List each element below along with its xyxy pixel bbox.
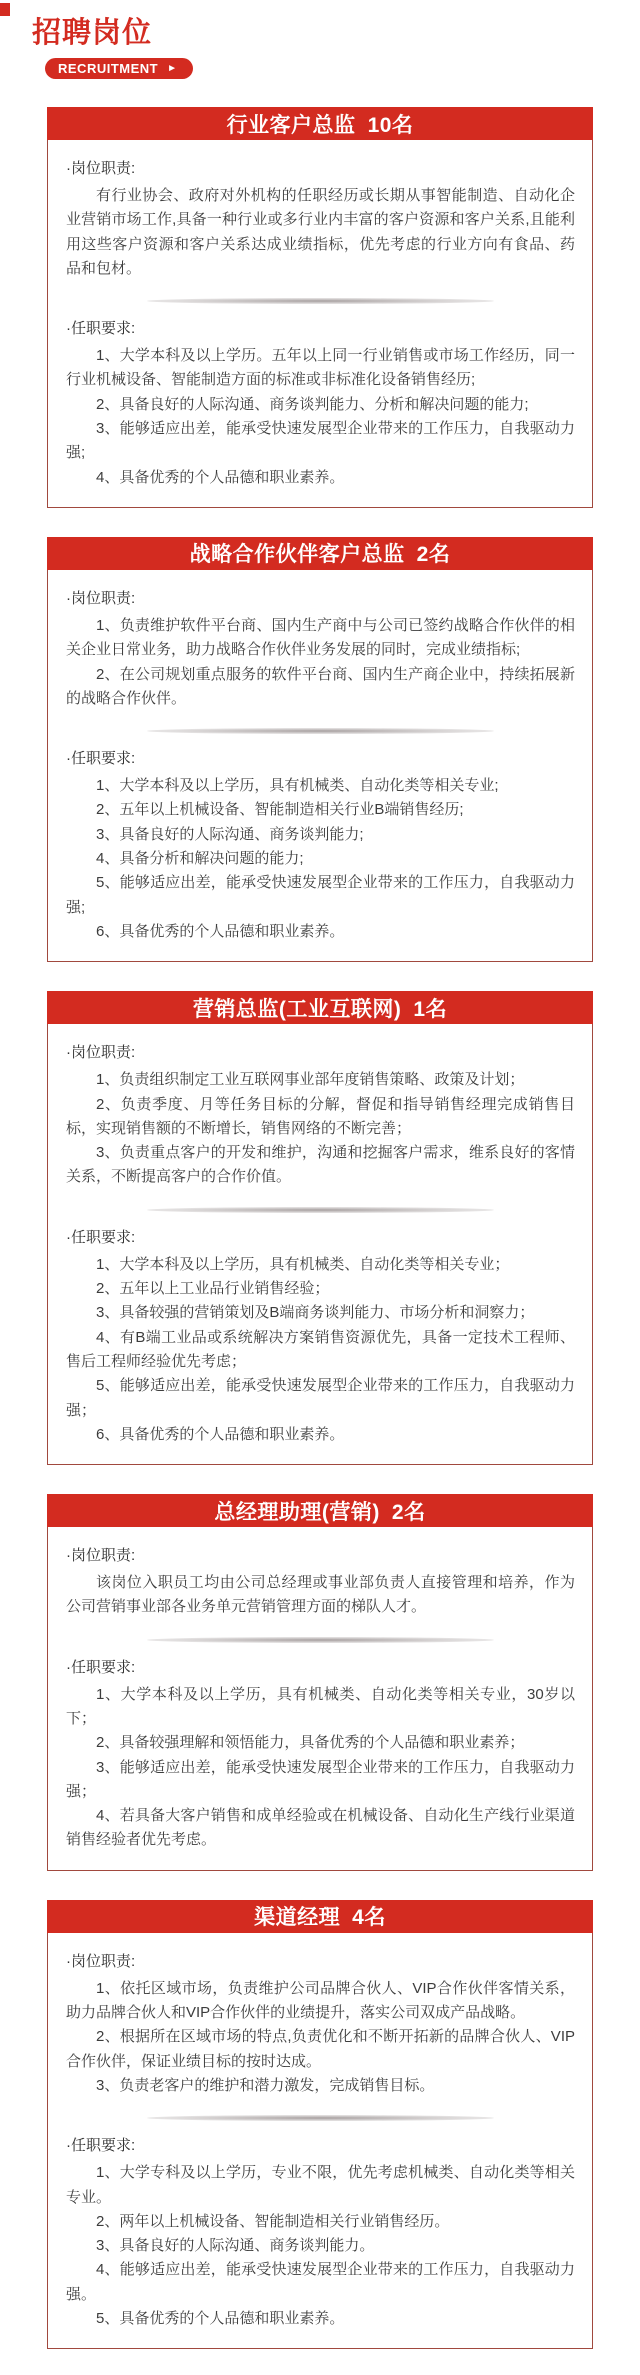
duties-label: ·岗位职责: — [66, 589, 136, 607]
job-headcount: 4名 — [352, 1906, 386, 1930]
job-title-bar — [47, 1900, 593, 1933]
requirements-list — [66, 774, 575, 944]
requirements-label: ·任职要求: — [66, 750, 136, 768]
job-list — [0, 79, 640, 2375]
text-line: 1、依托区域市场，负责维护公司品牌合伙人、VIP合作伙伴客情关系，助力品牌合伙人和VIP合作伙伴的业绩提升，落实公司双成产品战略。 — [66, 1979, 575, 2022]
text-line: 2、具备良好的人际沟通、商务谈判能力、分析和解决问题的能力; — [96, 395, 529, 413]
text-line: 3、负责老客户的维护和潜力激发，完成销售目标。 — [96, 2076, 435, 2094]
text-line: 1、负责维护软件平台商、国内生产商中与公司已签约战略合作伙伴的相关企业日常业务，助力战略合作伙伴业务发展的同时，完成业绩指标; — [66, 616, 575, 659]
duties-label: ·岗位职责: — [66, 1952, 136, 1970]
text-line: 5、能够适应出差，能承受快速发展型企业带来的工作压力，自我驱动力强; — [66, 874, 575, 916]
page-title: 招聘岗位 — [32, 17, 153, 49]
text-line: 2、五年以上工业品行业销售经验； — [96, 1280, 330, 1298]
duties-label: ·岗位职责: — [66, 1547, 136, 1565]
text-line: 1、负责组织制定工业互联网事业部年度销售策略、政策及计划； — [96, 1071, 525, 1089]
section-divider — [147, 1637, 493, 1643]
job-title — [214, 1496, 425, 1526]
text-line: 5、具备优秀的个人品德和职业素养。 — [96, 2310, 345, 2328]
requirements-label: ·任职要求: — [66, 1658, 136, 1676]
duties-list — [66, 1571, 575, 1620]
text-line: 2、五年以上机械设备、智能制造相关行业B端销售经历; — [96, 801, 464, 819]
text-line: 2、负责季度、月等任务目标的分解，督促和指导销售经理完成销售目标，实现销售额的不断增长，销售网络的不断完善； — [66, 1095, 575, 1137]
job-title-bar — [47, 991, 593, 1024]
job-title-bar — [47, 1494, 593, 1527]
recruitment-badge — [45, 58, 193, 79]
job-body — [48, 1024, 592, 1464]
text-line: 3、具备良好的人际沟通、商务谈判能力。 — [96, 2237, 375, 2255]
recruitment-badge-label: RECRUITMENT — [58, 61, 159, 76]
job-card — [47, 1900, 593, 2350]
duties-label: ·岗位职责: — [66, 1044, 136, 1062]
requirements-label: ·任职要求: — [66, 320, 136, 338]
job-card — [47, 537, 593, 962]
duties-list — [66, 1068, 575, 1189]
text-line: 1、大学专科及以上学历，专业不限，优先考虑机械类、自动化类等相关专业。 — [66, 2164, 575, 2206]
job-body — [48, 140, 592, 507]
job-title — [193, 993, 447, 1023]
text-line: 6、具备优秀的个人品德和职业素养。 — [96, 1425, 345, 1443]
section-divider — [147, 2115, 493, 2121]
section-divider — [147, 728, 493, 734]
job-title — [227, 109, 414, 139]
text-line: 2、在公司规划重点服务的软件平台商、国内生产商企业中，持续拓展新的战略合作伙伴。 — [66, 665, 575, 707]
text-line: 有行业协会、政府对外机构的任职经历或长期从事智能制造、自动化企业营销市场工作,具备一种行业或多行业内丰富的客户资源和客户关系,且能利用这些客户资源和客户关系达成业绩指标，优先考虑的行业方向有食品、药品和包材。 — [66, 187, 575, 277]
text-line: 1、大学本科及以上学历，具有机械类、自动化类等相关专业; — [96, 777, 499, 795]
text-line: 2、具备较强理解和领悟能力，具备优秀的个人品德和职业素养； — [96, 1734, 525, 1752]
job-card — [47, 1494, 593, 1871]
requirements-label: ·任职要求: — [66, 1228, 136, 1246]
page-header — [0, 0, 640, 79]
requirements-list — [66, 1683, 575, 1853]
text-line: 2、根据所在区域市场的特点,负责优化和不断开拓新的品牌合伙人、VIP合作伙伴，保证业绩目标的按时达成。 — [66, 2028, 575, 2070]
job-title — [190, 538, 451, 568]
job-title-text: 行业客户总监 — [226, 113, 356, 137]
text-line: 3、能够适应出差，能承受快速发展型企业带来的工作压力，自我驱动力强； — [66, 1758, 575, 1800]
requirements-list — [66, 2161, 575, 2331]
duties-list — [66, 614, 575, 711]
section-divider — [147, 1207, 493, 1213]
job-card — [47, 991, 593, 1465]
text-line: 3、能够适应出差，能承受快速发展型企业带来的工作压力，自我驱动力强; — [66, 420, 575, 462]
text-line: 4、能够适应出差，能承受快速发展型企业带来的工作压力，自我驱动力强。 — [66, 2261, 575, 2303]
job-title-text: 渠道经理 — [254, 1906, 341, 1930]
job-headcount: 1名 — [413, 997, 448, 1021]
text-line: 3、具备良好的人际沟通、商务谈判能力; — [96, 825, 364, 843]
text-line: 3、负责重点客户的开发和维护，沟通和挖掘客户需求，维系良好的客情关系，不断提高客户的合作价值。 — [66, 1144, 575, 1186]
text-line: 1、大学本科及以上学历。五年以上同一行业销售或市场工作经历，同一行业机械设备、智能制造方面的标准或非标准化设备销售经历; — [66, 347, 575, 389]
text-line: 4、具备分析和解决问题的能力; — [96, 850, 304, 868]
text-line: 4、有B端工业品或系统解决方案销售资源优先，具备一定技术工程师、售后工程师经验优先考虑； — [66, 1328, 575, 1370]
job-title — [254, 1901, 386, 1931]
text-line: 4、具备优秀的个人品德和职业素养。 — [96, 468, 345, 486]
job-title-text: 总经理助理(营销) — [214, 1500, 380, 1524]
section-divider — [147, 298, 493, 304]
text-line: 1、大学本科及以上学历，具有机械类、自动化类等相关专业，30岁以下； — [66, 1685, 575, 1727]
requirements-label: ·任职要求: — [66, 2137, 136, 2155]
job-title-bar — [47, 537, 593, 570]
text-line: 5、能够适应出差，能承受快速发展型企业带来的工作压力，自我驱动力强； — [66, 1377, 575, 1419]
job-title-text: 营销总监(工业互联网) — [192, 997, 402, 1021]
job-headcount: 10名 — [367, 113, 414, 137]
job-title-bar — [47, 107, 593, 140]
text-line: 3、具备较强的营销策划及B端商务谈判能力、市场分析和洞察力； — [96, 1304, 535, 1322]
job-card — [47, 107, 593, 508]
requirements-list — [66, 344, 575, 490]
text-line: 1、大学本科及以上学历，具有机械类、自动化类等相关专业； — [96, 1255, 510, 1273]
job-body — [48, 1527, 592, 1870]
text-line: 6、具备优秀的个人品德和职业素养。 — [96, 922, 345, 940]
requirements-list — [66, 1253, 575, 1447]
text-line: 4、若具备大客户销售和成单经验或在机械设备、自动化生产线行业渠道销售经验者优先考虑。 — [66, 1807, 575, 1849]
arrow-right-icon: ► — [167, 62, 178, 74]
corner-red-square — [0, 3, 10, 16]
text-line: 2、两年以上机械设备、智能制造相关行业销售经历。 — [96, 2212, 450, 2230]
text-line: 该岗位入职员工均由公司总经理或事业部负责人直接管理和培养，作为公司营销事业部各业务单元营销管理方面的梯队人才。 — [66, 1574, 575, 1616]
job-headcount: 2名 — [416, 543, 451, 567]
duties-label: ·岗位职责: — [66, 160, 136, 177]
duties-list — [66, 1977, 575, 2098]
job-title-text: 战略合作伙伴客户总监 — [189, 543, 405, 567]
job-headcount: 2名 — [391, 1500, 426, 1524]
job-body — [48, 1933, 592, 2349]
duties-list — [66, 184, 575, 281]
job-body — [48, 570, 592, 961]
